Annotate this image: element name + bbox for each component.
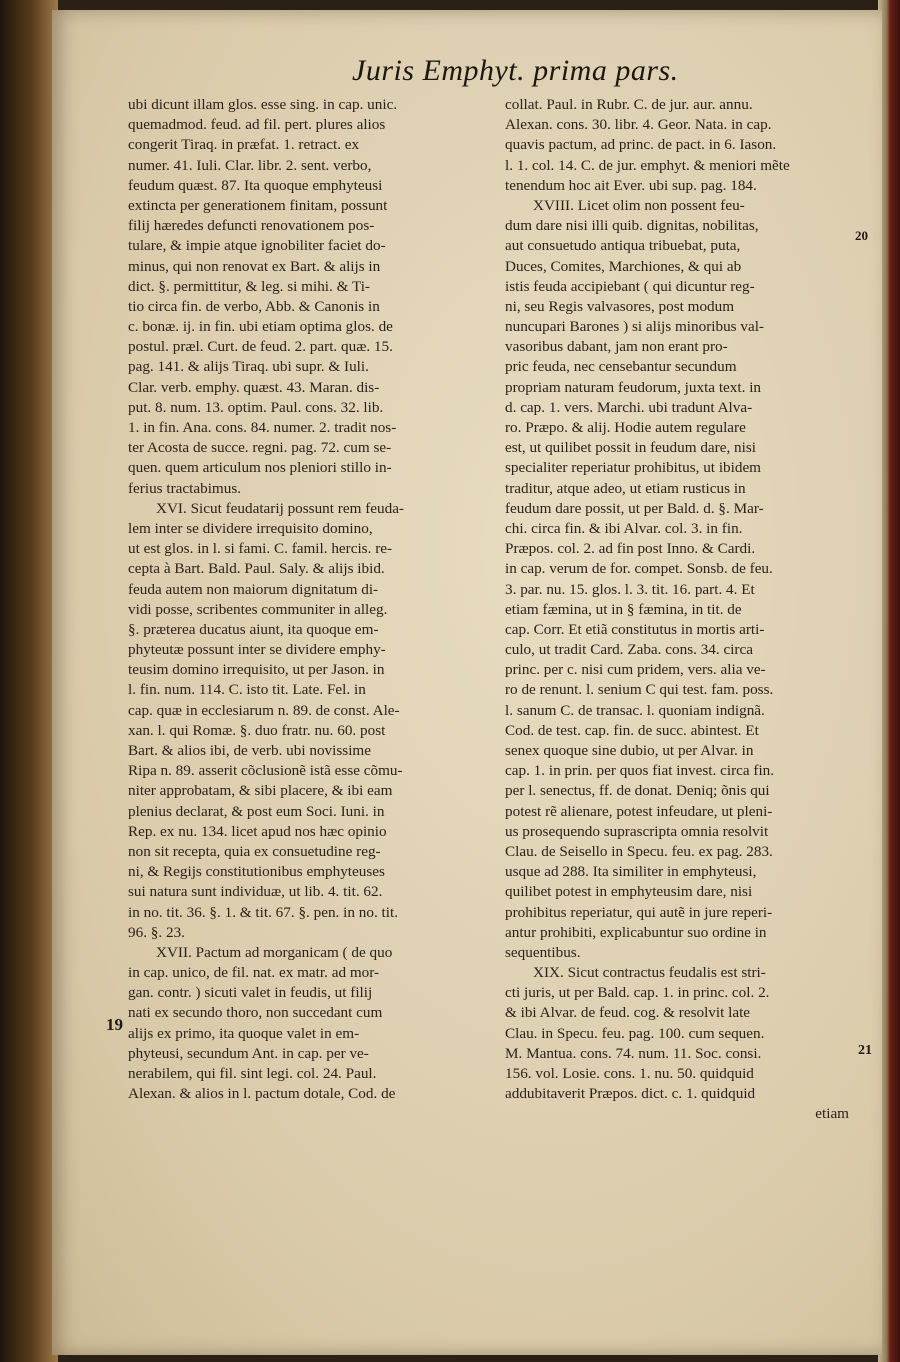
text-line: cti juris, ut per Bald. cap. 1. in princ. col. 2. — [505, 984, 770, 1002]
text-line: Ripa n. 89. asserit cõclusionẽ istã esse cõmu- — [128, 762, 403, 780]
text-line: c. bonæ. ij. in fin. ubi etiam optima glos. de — [128, 318, 393, 336]
text-line: traditur, atque adeo, ut etiam rusticus in — [505, 479, 746, 497]
text-line: addubitaverit Præpos. dict. c. 1. quidquid — [505, 1085, 756, 1103]
text-line: postul. præl. Curt. de feud. 2. part. quæ. 15. — [128, 338, 393, 356]
text-line: us prosequendo suprascripta omnia resolvit — [505, 822, 769, 840]
text-line: ro. Præpo. & alij. Hodie autem regulare — [505, 419, 746, 436]
text-line: quen. quem articulum nos pleniori stillo in- — [128, 459, 392, 477]
text-line: extincta per generationem finitam, possunt — [128, 196, 388, 214]
text-line: numer. 41. Iuli. Clar. libr. 2. sent. verbo, — [128, 156, 372, 174]
text-line: in cap. unico, de fil. nat. ex matr. ad mor- — [128, 964, 380, 982]
text-line: Clar. verb. emphy. quæst. 43. Maran. dis- — [128, 378, 380, 396]
text-line: quemadmod. feud. ad fil. pert. plures alios — [128, 116, 386, 134]
text-line: Rep. ex nu. 134. licet apud nos hæc opinio — [128, 822, 387, 840]
text-line: istis feuda accipiebant ( qui dicuntur reg- — [505, 277, 755, 295]
book-gutter — [0, 0, 58, 1362]
text-line: specialiter reperiatur prohibitus, ut ibidem — [505, 459, 761, 477]
text-line: quavis pactum, ad princ. de pact. in 6. Iason. — [505, 136, 777, 154]
text-line: Cod. de test. cap. fin. de succ. abintest. Et — [505, 721, 759, 739]
text-line: nerabilem, qui fil. sint legi. col. 24. Paul. — [128, 1065, 377, 1082]
text-line: nati ex secundo thoro, non succedant cum — [128, 1004, 383, 1022]
text-line: xan. l. qui Romæ. §. duo fratr. nu. 60. post — [128, 721, 386, 739]
text-line: minus, qui non renovat ex Bart. & alijs in — [128, 257, 381, 275]
marginal-number-21: 21 — [858, 1043, 872, 1058]
text-line: cap. 1. in prin. per quos fiat invest. circa fin. — [505, 762, 775, 780]
text-line: pag. 141. & alijs Tiraq. ubi supr. & Iuli. — [128, 358, 369, 376]
text-line: ferius tractabimus. — [128, 479, 242, 497]
text-line: non sit recepta, quia ex consuetudine reg- — [128, 842, 381, 860]
text-line: feudum quæst. 87. Ita quoque emphyteusi — [128, 176, 383, 194]
text-line: culo, ut tradit Card. Zaba. cons. 34. circa — [505, 641, 753, 659]
text-line: niter approbatam, & sibi placere, & ibi eam — [128, 782, 393, 800]
right-text-column — [505, 95, 851, 1125]
text-line: Duces, Comites, Marchiones, & qui ab — [505, 257, 742, 275]
text-line: cap. quæ in ecclesiarum n. 89. de const. Ale- — [128, 701, 400, 719]
text-line: XIX. Sicut contractus feudalis est stri- — [533, 964, 766, 982]
text-line: pric feuda, nec censebantur secundum — [505, 358, 737, 376]
text-line: plenius declarat, & post eum Soci. Iuni. in — [128, 802, 385, 820]
text-line: sequentibus. — [505, 943, 581, 961]
text-line: sui natura sunt individuæ, ut lib. 4. tit. 62. — [128, 883, 383, 901]
text-line: tulare, & impie atque ignobiliter faciet do- — [128, 237, 386, 255]
text-line: ro de renunt. l. senium C qui test. fam. poss. — [505, 681, 774, 699]
text-line: vasoribus dabant, jam non erant pro- — [505, 338, 728, 356]
text-line: aut consuetudo antiqua tribuebat, puta, — [505, 237, 741, 255]
text-line: quilibet potest in emphyteusim dare, nisi — [505, 883, 753, 901]
text-line: Alexan. cons. 30. libr. 4. Geor. Nata. in cap. — [505, 116, 772, 134]
text-line: ubi dicunt illam glos. esse sing. in cap. unic. — [128, 96, 398, 113]
text-line: teusim domino irrequisito, ut per Jason. in — [128, 661, 385, 679]
text-line: propriam naturam feudorum, juxta text. in — [505, 378, 762, 396]
text-line: phyteusi, secundum Ant. in cap. per ve- — [128, 1044, 369, 1062]
text-line: cap. Corr. Et etiã constitutus in mortis arti- — [505, 620, 765, 638]
text-line: prohibitus reperiatur, qui autẽ in jure reperi- — [505, 903, 773, 921]
text-line: etiam fæmina, ut in § fæmina, in tit. de — [505, 600, 742, 618]
text-line: nuncupari Barones ) si alijs minoribus val- — [505, 318, 764, 336]
text-line: ter Acosta de succe. regni. pag. 72. cum se- — [128, 439, 392, 457]
text-line: Clau. in Specu. feu. pag. 100. cum sequen. — [505, 1024, 765, 1042]
running-title: Juris Emphyt. prima pars. — [352, 54, 679, 87]
text-line: 156. vol. Losie. cons. 1. nu. 50. quidquid — [505, 1065, 754, 1082]
text-line: dum dare nisi illi quib. dignitas, nobilitas, — [505, 217, 759, 235]
text-line: ni, & Regijs constitutionibus emphyteuses — [128, 863, 385, 881]
text-line: 1. in fin. Ana. cons. 84. numer. 2. tradit nos- — [128, 419, 397, 436]
text-line: potest rẽ alienare, potest infeudare, ut pleni- — [505, 802, 773, 820]
text-line: princ. per c. nisi cum pridem, vers. alia ve- — [505, 661, 766, 679]
text-line: filij hæredes defuncti renovationem pos- — [128, 217, 375, 235]
text-line: feuda autem non maiorum dignitatum di- — [128, 580, 379, 598]
text-line: l. fin. num. 114. C. isto tit. Late. Fel. in — [128, 681, 366, 699]
text-line: Alexan. & alios in l. pactum dotale, Cod. de — [128, 1085, 396, 1103]
text-line: 3. par. nu. 15. glos. l. 3. tit. 16. part. 4. Et — [505, 580, 755, 598]
text-line: usque ad 288. Ita similiter in emphyteusi, — [505, 863, 757, 881]
text-line: ut est glos. in l. si fami. C. famil. hercis. re- — [128, 540, 393, 558]
text-line: chi. circa fin. & ibi Alvar. col. 3. in fin. — [505, 519, 743, 537]
text-line: cepta à Bart. Bald. Paul. Saly. & alijs ibid. — [128, 560, 385, 578]
text-line: put. 8. num. 13. optim. Paul. cons. 32. lib. — [128, 398, 384, 416]
text-line: & ibi Alvar. de feud. cog. & resolvit late — [505, 1004, 751, 1022]
text-line: §. præterea ducatus aiunt, ita quoque em- — [128, 620, 379, 638]
text-line: phyteutæ possunt inter se dividere emphy- — [128, 641, 386, 659]
text-line: per l. senectus, ff. de donat. Deniq; õnis qui — [505, 782, 770, 800]
text-line: 96. §. 23. — [128, 923, 185, 941]
text-line: XVII. Pactum ad morganicam ( de quo — [156, 943, 393, 961]
text-line: l. 1. col. 14. C. de jur. emphyt. & meniori mẽte — [505, 156, 790, 174]
text-line: tio circa fin. de verbo, Abb. & Canonis in — [128, 297, 380, 315]
left-text-column — [128, 95, 482, 1104]
text-line: Præpos. col. 2. ad fin post Inno. & Cardi. — [505, 540, 756, 558]
text-line: l. sanum C. de transac. l. quoniam indignã. — [505, 701, 765, 719]
text-line: antur prohibiti, explicabuntur suo ordine in — [505, 923, 767, 941]
text-line: Bart. & alios ibi, de verb. ubi novissime — [128, 742, 371, 759]
text-line: ni, seu Regis valvasores, post modum — [505, 297, 735, 315]
marginal-number-19: 19 — [106, 1015, 123, 1034]
text-line: feudum dare possit, ut per Bald. d. §. Mar- — [505, 499, 764, 517]
text-line: M. Mantua. cons. 74. num. 11. Soc. consi. — [505, 1044, 762, 1062]
text-line: in cap. verum de for. compet. Sonsb. de feu. — [505, 560, 773, 578]
text-line: d. cap. 1. vers. Marchi. ubi tradunt Alva- — [505, 398, 753, 416]
text-line: gan. contr. ) sicuti valet in feudis, ut filij — [128, 984, 373, 1002]
text-line: dict. §. permittitur, & leg. si mihi. & Ti- — [128, 277, 370, 295]
text-line: etiam — [815, 1105, 849, 1123]
text-line: in no. tit. 36. §. 1. & tit. 67. §. pen. in no. tit. — [128, 903, 399, 921]
text-line: collat. Paul. in Rubr. C. de jur. aur. annu. — [505, 96, 753, 113]
text-line: est, ut quilibet possit in feudum dare, nisi — [505, 439, 756, 457]
text-line: XVI. Sicut feudatarij possunt rem feuda- — [156, 499, 404, 517]
text-line: congerit Tiraq. in præfat. 1. retract. ex — [128, 136, 360, 154]
text-line: Clau. de Seisello in Specu. feu. ex pag. 283. — [505, 842, 773, 860]
text-line: senex quoque sine dubio, ut per Alvar. in — [505, 742, 754, 759]
text-line: vidi posse, scribentes communiter in alleg. — [128, 600, 388, 618]
text-line: XVIII. Licet olim non possent feu- — [533, 196, 745, 214]
text-line: lem inter se dividere irrequisito domino, — [128, 519, 373, 537]
marginal-number-20: 20 — [855, 228, 868, 243]
text-line: alijs ex primo, ita quoque valet in em- — [128, 1024, 360, 1042]
text-line: tenendum hoc ait Ever. ubi sup. pag. 184. — [505, 176, 757, 194]
